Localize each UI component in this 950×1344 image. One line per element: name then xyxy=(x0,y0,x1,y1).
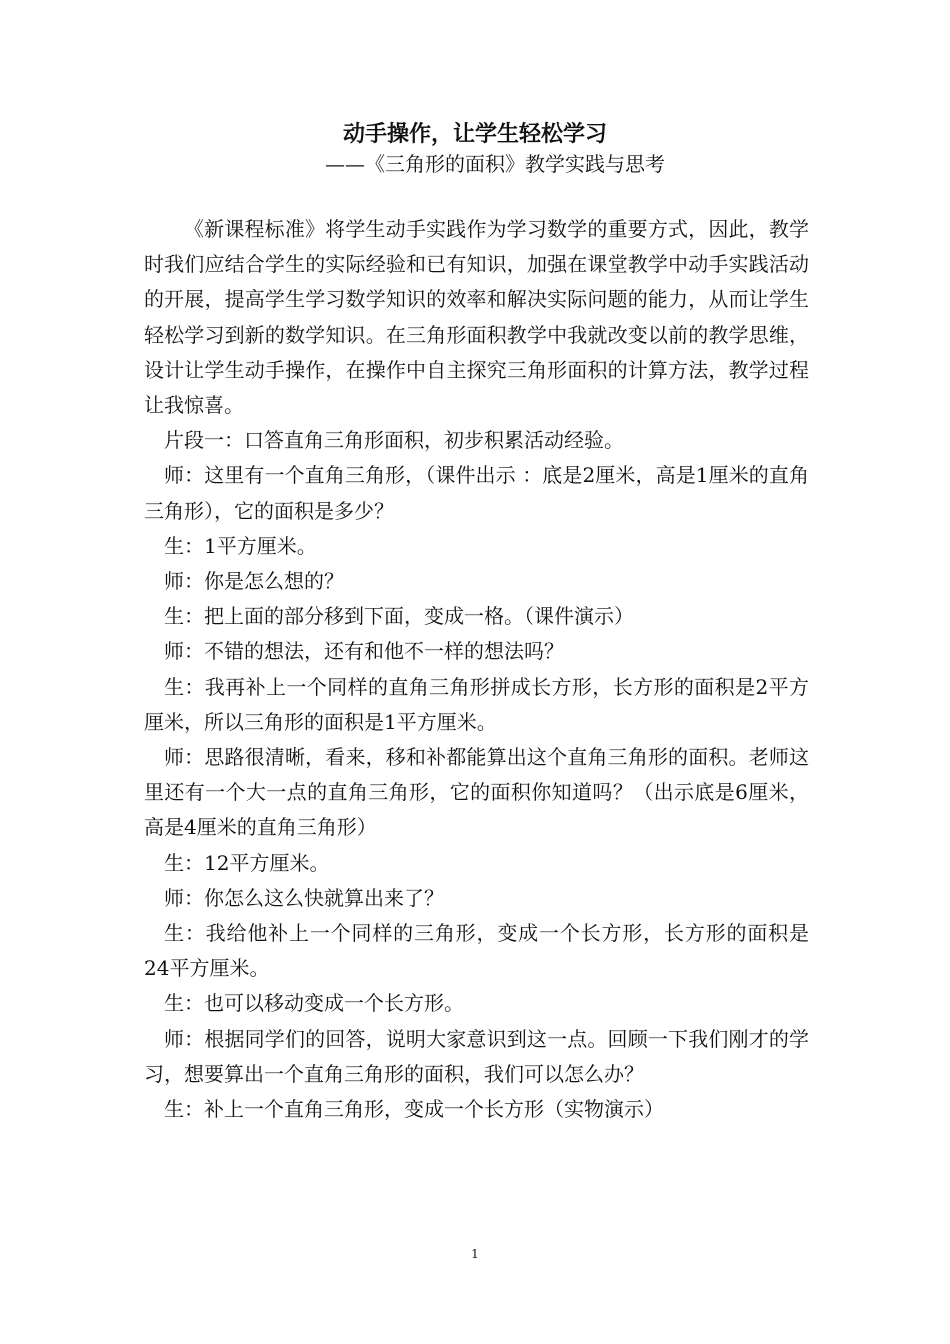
document-title: 动手操作，让学生轻松学习 xyxy=(342,122,607,147)
document-body xyxy=(144,212,809,1127)
dialogue-line: 生：我再补上一个同样的直角三角形拼成长方形，长方形的面积是2平方厘米，所以三角形的面积是1平方厘米。 xyxy=(144,674,809,734)
dialogue-line: 生：也可以移动变成一个长方形。 xyxy=(164,991,464,1016)
dialogue-line: 师：思路很清晰，看来，移和补都能算出这个直角三角形的面积。老师这里还有一个大一点的直角三角形，它的面积你知道吗？（出示底是6厘米，高是4厘米的直角三角形） xyxy=(144,745,809,840)
dialogue-line: 生：12平方厘米。 xyxy=(164,850,330,875)
dialogue-line: 师：你是怎么想的？ xyxy=(164,569,344,594)
intro-paragraph: 《新课程标准》将学生动手实践作为学习数学的重要方式，因此，教学时我们应结合学生的实际经验和已有知识，加强在课堂教学中动手实践活动的开展，提高学生学习数学知识的效率和解决实际问题的能力，从而让学生轻松学习到新的数学知识。在三角形面积教学中我就改变以前的教学思维，设计让学生动手操作，在操作中自主探究三角形面积的计算方法，教学过程让我惊喜。 xyxy=(144,217,809,418)
dialogue-line: 生：1平方厘米。 xyxy=(164,533,317,558)
document-subtitle: ——《三角形的面积》教学实践与思考 xyxy=(325,152,665,176)
dialogue-line: 师：根据同学们的回答，说明大家意识到这一点。回顾一下我们刚才的学习，想要算出一个直角三角形的面积，我们可以怎么办？ xyxy=(144,1026,809,1086)
dialogue-line: 生：把上面的部分移到下面，变成一格。（课件演示） xyxy=(164,604,634,629)
dialogue-line: 师：这里有一个直角三角形，（课件出示 ：底是2厘米，高是1厘米的直角三角形），它的面积是多少？ xyxy=(144,463,809,523)
dialogue-line: 生：我给他补上一个同样的三角形，变成一个长方形，长方形的面积是24平方厘米。 xyxy=(144,921,809,981)
page-number: 1 xyxy=(471,1247,479,1261)
section-heading: 片段一：口答直角三角形面积，初步积累活动经验。 xyxy=(164,428,624,453)
dialogue-line: 师：不错的想法，还有和他不一样的想法吗？ xyxy=(164,639,564,664)
dialogue-line: 师：你怎么这么快就算出来了？ xyxy=(164,885,444,910)
dialogue-line: 生：补上一个直角三角形，变成一个长方形（实物演示） xyxy=(164,1097,664,1122)
